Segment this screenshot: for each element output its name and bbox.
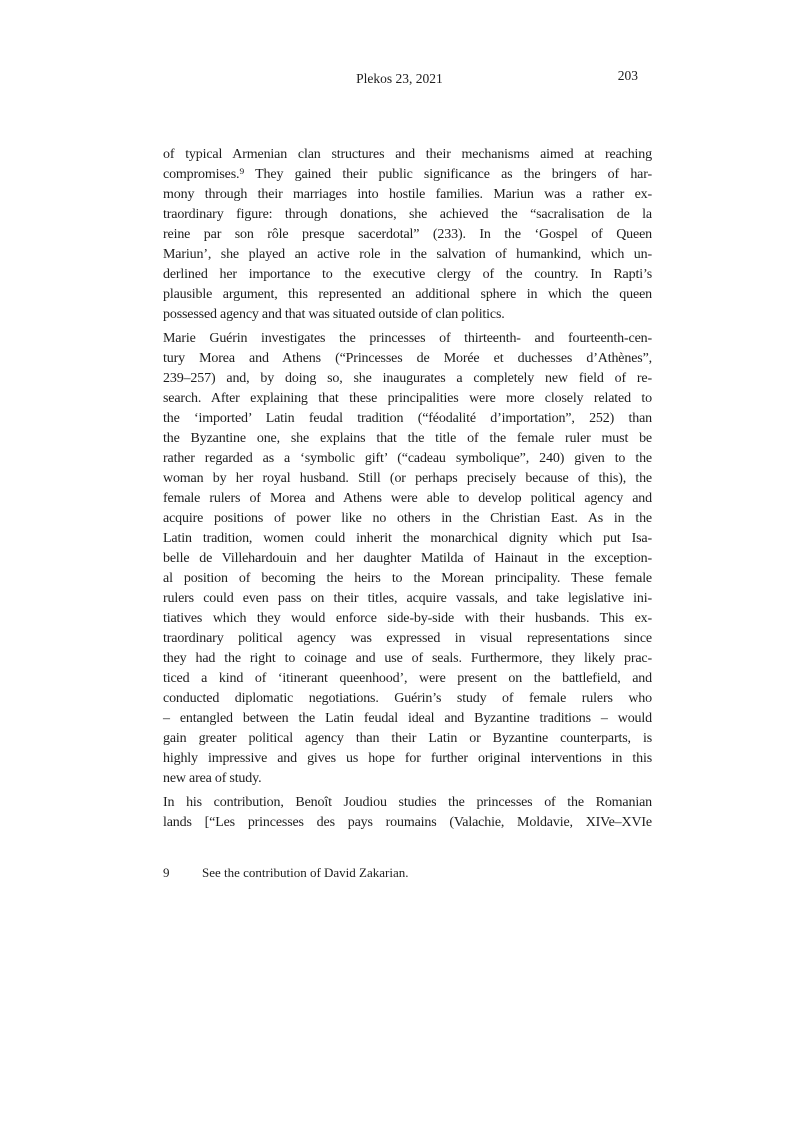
text-line: traordinary figure: through donations, she achieved the “sacralisation de la (163, 207, 652, 222)
text-line: – entangled between the Latin feudal ideal and Byzantine traditions – would (163, 711, 652, 726)
text-line: they had the right to coinage and use of seals. Furthermore, they likely prac- (163, 651, 652, 666)
text-line: woman by her royal husband. Still (or perhaps precisely because of this), the (163, 471, 652, 486)
text-line: the ‘imported’ Latin feudal tradition (“féodalité d’importation”, 252) than (163, 411, 652, 426)
footnote-number: 9 (163, 865, 170, 880)
text-line: al position of becoming the heirs to the Morean principality. These female (163, 571, 652, 586)
text-line: derlined her importance to the executive clergy of the country. In Rapti’s (163, 267, 652, 282)
paragraph (163, 329, 652, 789)
text-line: Mariun’, she played an active role in the salvation of humankind, which un- (163, 247, 652, 262)
text-line: In his contribution, Benoît Joudiou studies the princesses of the Romanian (163, 795, 652, 810)
text-line: the Byzantine one, she explains that the title of the female ruler must be (163, 431, 652, 446)
text-line: new area of study. (163, 771, 262, 786)
text-line: gain greater political agency than their Latin or Byzantine counterparts, is (163, 731, 652, 746)
page-number: 203 (617, 68, 638, 83)
text-line: 239–257) and, by doing so, she inaugurates a completely new field of re- (163, 371, 652, 386)
text-line: traordinary political agency was expressed in visual representations since (163, 631, 652, 646)
running-head (0, 70, 799, 88)
paragraph (163, 145, 652, 325)
text-line: compromises.⁹ They gained their public significance as the bringers of har- (163, 167, 652, 182)
text-line: ticed a kind of ‘itinerant queenhood’, were present on the battlefield, and (163, 671, 652, 686)
text-line: highly impressive and gives us hope for further original interventions in this (163, 751, 652, 766)
text-line: rather regarded as a ‘symbolic gift’ (“cadeau symbolique”, 240) given to the (163, 451, 652, 466)
text-line: plausible argument, this represented an additional sphere in which the queen (163, 287, 652, 302)
text-line: tiatives which they would enforce side-by-side with their husbands. This ex- (163, 611, 652, 626)
footnote-text: See the contribution of David Zakarian. (202, 865, 409, 880)
body-text (163, 145, 652, 837)
text-line: reine par son rôle presque sacerdotal” (233). In the ‘Gospel of Queen (163, 227, 652, 242)
text-line: possessed agency and that was situated outside of clan politics. (163, 307, 505, 322)
text-line: female rulers of Morea and Athens were able to develop political agency and (163, 491, 652, 506)
text-line: lands [“Les princesses des pays roumains (Valachie, Moldavie, XIVe–XVIe (163, 815, 652, 830)
footnote (163, 864, 652, 882)
text-line: conducted diplomatic negotiations. Guérin’s study of female rulers who (163, 691, 652, 706)
paragraph (163, 793, 652, 833)
text-line: rulers could even pass on their titles, acquire vassals, and take legislative ini- (163, 591, 652, 606)
text-line: mony through their marriages into hostile families. Mariun was a rather ex- (163, 187, 652, 202)
journal-title: Plekos 23, 2021 (356, 71, 443, 86)
text-line: of typical Armenian clan structures and their mechanisms aimed at reaching (163, 147, 652, 162)
text-line: search. After explaining that these principalities were more closely related to (163, 391, 652, 406)
text-line: tury Morea and Athens (“Princesses de Morée et duchesses d’Athènes”, (163, 351, 652, 366)
text-line: belle de Villehardouin and her daughter Matilda of Hainaut in the exception- (163, 551, 652, 566)
text-line: Latin tradition, women could inherit the monarchical dignity which put Isa- (163, 531, 652, 546)
text-line: acquire positions of power like no others in the Christian East. As in the (163, 511, 652, 526)
text-line: Marie Guérin investigates the princesses of thirteenth- and fourteenth-cen- (163, 331, 652, 346)
